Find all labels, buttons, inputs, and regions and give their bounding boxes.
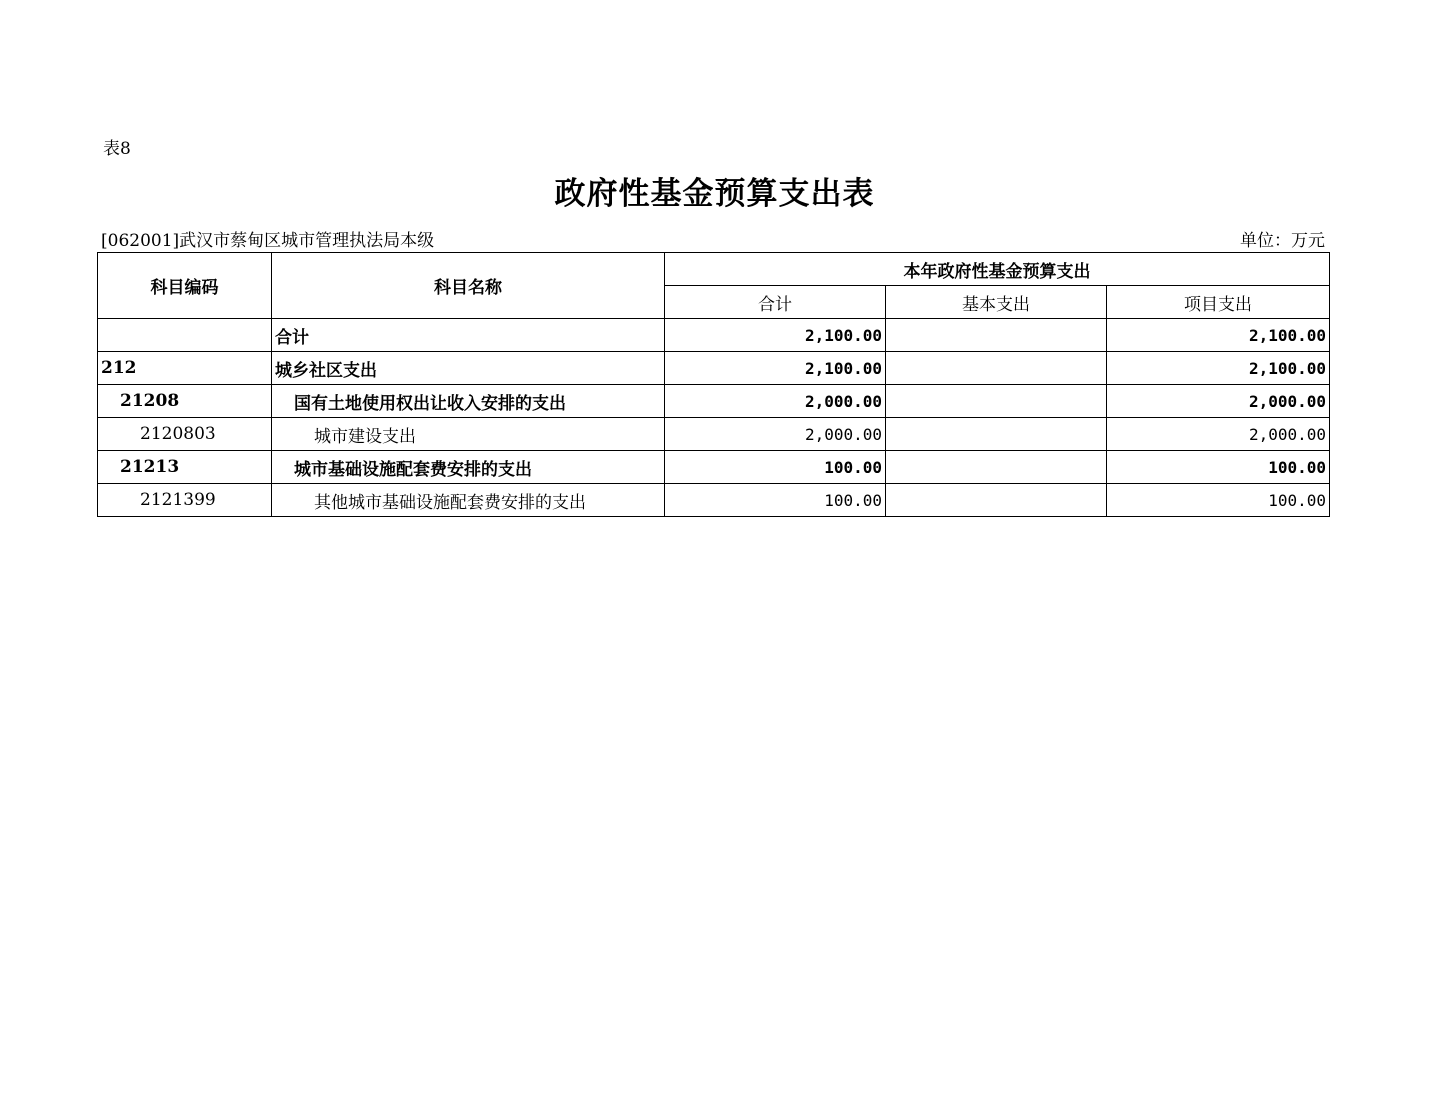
row-code: 2120803: [98, 418, 272, 451]
row-project: 2,000.00: [1107, 418, 1330, 451]
header-basic: 基本支出: [886, 286, 1107, 319]
row-project: 2,000.00: [1107, 385, 1330, 418]
unit-label: 单位：万元: [1240, 231, 1325, 251]
row-basic: [886, 385, 1107, 418]
row-project: 2,100.00: [1107, 319, 1330, 352]
row-code: 212: [98, 352, 272, 385]
row-total: 2,100.00: [665, 319, 886, 352]
table-row: [98, 385, 1330, 418]
page-title: 政府性基金预算支出表: [554, 176, 875, 212]
header-total: 合计: [665, 286, 886, 319]
row-basic: [886, 352, 1107, 385]
row-code: 21208: [98, 385, 272, 418]
row-project: 100.00: [1107, 451, 1330, 484]
table-row: [98, 451, 1330, 484]
budget-table: [97, 252, 1330, 517]
table-number: 表8: [103, 139, 131, 159]
header-row-1: [98, 253, 1330, 286]
row-code: 21213: [98, 451, 272, 484]
row-name: 城乡社区支出: [272, 352, 665, 385]
organization-label: [062001]武汉市蔡甸区城市管理执法局本级: [101, 231, 435, 251]
table-row: [98, 418, 1330, 451]
row-basic: [886, 319, 1107, 352]
row-code: 2121399: [98, 484, 272, 517]
header-project: 项目支出: [1107, 286, 1330, 319]
row-total: 2,000.00: [665, 385, 886, 418]
row-basic: [886, 451, 1107, 484]
row-name: 其他城市基础设施配套费安排的支出: [272, 484, 665, 517]
row-name: 城市建设支出: [272, 418, 665, 451]
header-name: 科目名称: [272, 253, 665, 319]
row-name: 城市基础设施配套费安排的支出: [272, 451, 665, 484]
row-project: 2,100.00: [1107, 352, 1330, 385]
table-row: [98, 319, 1330, 352]
row-total: 2,100.00: [665, 352, 886, 385]
row-basic: [886, 484, 1107, 517]
header-code: 科目编码: [98, 253, 272, 319]
row-total: 100.00: [665, 484, 886, 517]
row-project: 100.00: [1107, 484, 1330, 517]
table-row: [98, 484, 1330, 517]
row-total: 100.00: [665, 451, 886, 484]
row-basic: [886, 418, 1107, 451]
row-name: 国有土地使用权出让收入安排的支出: [272, 385, 665, 418]
table-row: [98, 352, 1330, 385]
row-name: 合计: [272, 319, 665, 352]
header-group: 本年政府性基金预算支出: [665, 253, 1330, 286]
row-code: [98, 319, 272, 352]
row-total: 2,000.00: [665, 418, 886, 451]
